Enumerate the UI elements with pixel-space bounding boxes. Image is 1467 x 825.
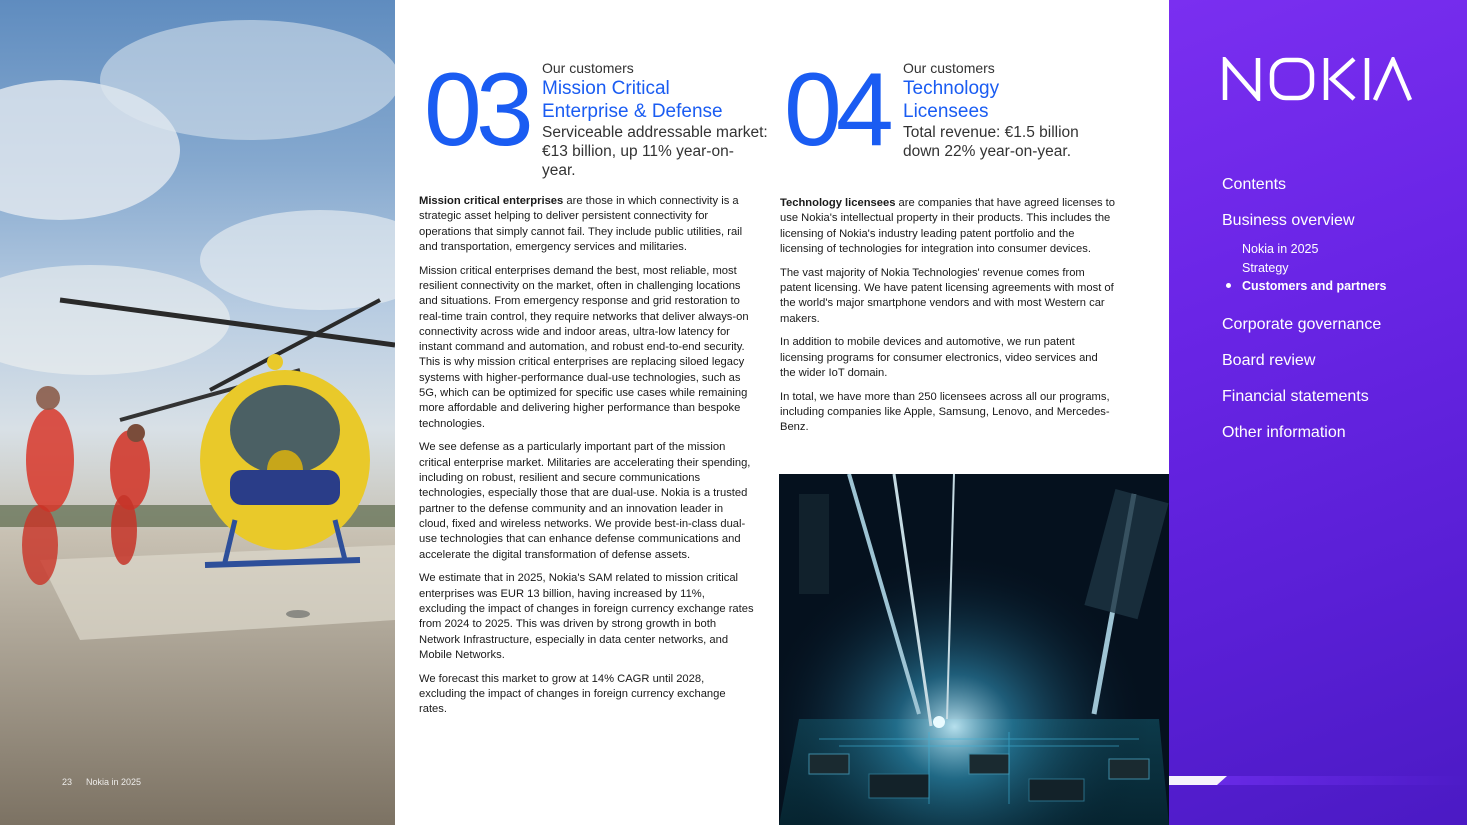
section-03-body [419, 194, 754, 726]
helicopter-photo [0, 0, 395, 825]
nav-subitem-strategy[interactable]: Strategy [1242, 260, 1289, 275]
page-footer-label: Nokia in 2025 [86, 777, 142, 787]
section-04-header [903, 60, 1133, 161]
nav-item-business-overview[interactable]: Business overview [1222, 212, 1355, 229]
section-04-title-line1: Technology [903, 78, 1000, 99]
circuit-board-illustration [779, 474, 1169, 825]
section-03-paragraph-3: We see defense as a particularly important part of the mission critical enterprise market. Militaries are accelerating their spending, including on robust, resilient and secure communications technologies, especially those that are dual-use. Nokia is a trusted partner to the defense community and an innovation leader in cloud, fixed and wireless networks. We provide best-in-class dual-use technologies that can enhance defense communications and accelerate the digital transformation of defense assets. [419, 441, 751, 561]
section-03-header [542, 60, 772, 180]
nav-item-other-information[interactable]: Other information [1222, 423, 1346, 441]
section-04-paragraph-2: The vast majority of Nokia Technologies' revenue comes from patent licensing. We have patent licensing agreements with most of the world's major smartphone vendors and with most Western car makers. [780, 266, 1114, 325]
section-03-paragraph-2: Mission critical enterprises demand the best, most reliable, most resilient connectivity on the market, often in challenging locations and situations. From emergency response and grid restoration to real-time train control, they require networks that deliver always-on connectivity across wide and indoor areas, ultra-low latency for instant command and automation, and robust end-to-end security. This is why mission critical enterprises are replacing siloed legacy systems with higher-performance dual-use technologies, such as 5G, which can be optimized for specific use cases while remaining more affordable and delivering higher performance than bespoke technologies. [419, 264, 749, 430]
section-04-p1-text: are companies that have agreed licenses to use Nokia's intellectual property in their products. This includes the licensing of Nokia's industry leading patent portfolio and the licensing of technologies for integration into consumer devices. [780, 197, 1115, 255]
section-03-market-line3: year. [542, 162, 576, 179]
navigation-panel [1169, 0, 1467, 825]
nav-item-financial-statements[interactable]: Financial statements [1222, 387, 1369, 405]
section-04-title-line2: Licensees [903, 101, 989, 122]
nav-bottom-bar [1169, 776, 1467, 785]
section-04-paragraph-1 [780, 196, 1115, 257]
nav-item-contents[interactable]: Contents [1222, 176, 1287, 193]
section-03-market-line2: €13 billion, up 11% year-on- [542, 143, 734, 160]
section-04-paragraph-4: In total, we have more than 250 licensees across all our programs, including companies like Apple, Samsung, Lenovo, and Mercedes-Benz. [780, 390, 1110, 434]
circuit-board-photo [779, 474, 1169, 825]
section-04-market-line2: down 22% year-on-year. [903, 143, 1072, 160]
nav-list [1222, 175, 1386, 459]
section-03-paragraph-4: We estimate that in 2025, Nokia's SAM related to mission critical enterprises was EUR 13 billion, having increased by 11%, excluding the impact of changes in foreign currency exchange rates from 2024 to 2025. This was driven by strong growth in both Network Infrastructure, especially in data center networks, and Mobile Networks. [419, 572, 754, 661]
section-03-title-line1: Mission Critical [542, 78, 670, 99]
section-03-paragraph-5: We forecast this market to grow at 14% CAGR until 2028, excluding the impact of changes in foreign currency exchange rates. [419, 672, 726, 716]
section-03-p1-text: are those in which connectivity is a strategic asset helping to deliver persistent connectivity for operations that simply cannot fail. They include public utilities, rail and transportation, emergency services and militaries. [419, 195, 743, 253]
helicopter-illustration [0, 0, 395, 825]
nav-subitem-nokia-in-2025[interactable]: Nokia in 2025 [1242, 242, 1319, 256]
nav-item-corporate-governance[interactable]: Corporate governance [1222, 315, 1382, 333]
section-03-market-line1: Serviceable addressable market: [542, 124, 768, 141]
page-footer [62, 777, 155, 787]
section-03-eyebrow: Our customers [542, 60, 634, 76]
nav-subitem-customers-and-partners[interactable]: Customers and partners [1242, 278, 1386, 303]
nav-item-board-review[interactable]: Board review [1222, 351, 1316, 369]
section-03-number: 03 [424, 52, 528, 168]
section-04-market-line1: Total revenue: €1.5 billion [903, 124, 1079, 141]
section-04-paragraph-3: In addition to mobile devices and automotive, we run patent licensing programs for consumer electronics, video services and the wider IoT domain. [780, 336, 1098, 379]
section-04-eyebrow: Our customers [903, 60, 995, 76]
nav-subitems [1222, 241, 1386, 303]
section-03-title-line2: Enterprise & Defense [542, 101, 723, 122]
section-04-body [780, 196, 1115, 444]
nokia-logo[interactable] [1222, 57, 1412, 105]
section-04-p1-bold: Technology licensees [780, 197, 896, 209]
section-03-p1-bold: Mission critical enterprises [419, 195, 564, 207]
page-number: 23 [62, 777, 73, 787]
section-03-paragraph-1 [419, 194, 754, 255]
section-04-number: 04 [784, 52, 888, 168]
nokia-logo-mark [1222, 57, 1412, 101]
